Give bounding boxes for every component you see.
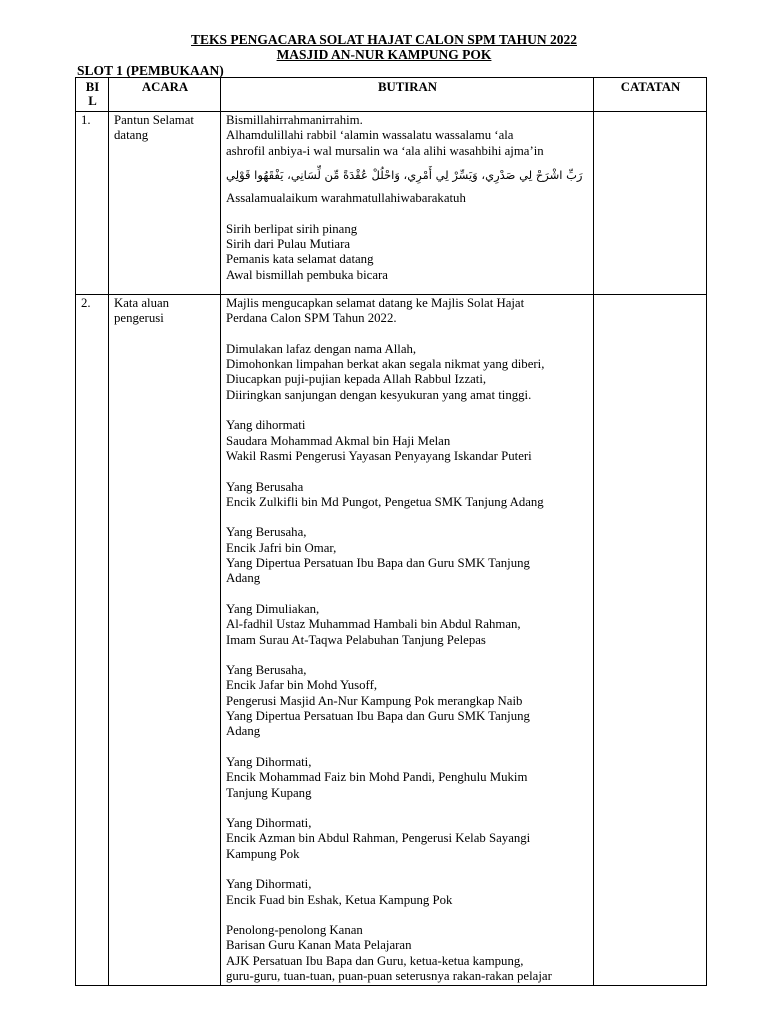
table-row bbox=[76, 112, 707, 295]
header-bil: BI L bbox=[76, 78, 109, 112]
spacer bbox=[226, 206, 589, 221]
header-catatan: CATATAN bbox=[594, 78, 707, 112]
butiran-line: Yang Dihormati, bbox=[226, 877, 312, 892]
spacer bbox=[226, 908, 589, 923]
butiran-line: Adang bbox=[226, 571, 261, 586]
butiran-line: Yang Dimuliakan, bbox=[226, 601, 320, 616]
spacer bbox=[226, 327, 589, 342]
butiran-line: Barisan Guru Kanan Mata Pelajaran bbox=[226, 938, 412, 953]
cell-acara: Pantun Selamat datang bbox=[109, 112, 221, 295]
spacer bbox=[226, 862, 589, 877]
spacer bbox=[226, 510, 589, 525]
program-table bbox=[75, 77, 707, 986]
butiran-line: Imam Surau At-Taqwa Pelabuhan Tanjung Pelepas bbox=[226, 632, 486, 647]
spacer bbox=[226, 801, 589, 816]
butiran-line: Pemanis kata selamat datang bbox=[226, 252, 374, 267]
butiran-line: Yang Berusaha, bbox=[226, 525, 307, 540]
butiran-line: Encik Jafri bin Omar, bbox=[226, 540, 337, 555]
slot-heading: SLOT 1 (PEMBUKAAN) bbox=[77, 63, 224, 78]
butiran-line: Saudara Mohammad Akmal bin Haji Melan bbox=[226, 433, 451, 448]
header-acara: ACARA bbox=[109, 78, 221, 112]
document-subtitle: MASJID AN-NUR KAMPUNG POK bbox=[276, 47, 492, 62]
butiran-line: Yang Berusaha bbox=[226, 479, 304, 494]
butiran-line: AJK Persatuan Ibu Bapa dan Guru, ketua-ketua kampung, bbox=[226, 953, 524, 968]
butiran-line: ashrofil anbiya-i wal mursalin wa ‘ala alihi wasahbihi ajma’in bbox=[226, 143, 544, 158]
butiran-line: Yang Berusaha, bbox=[226, 663, 307, 678]
butiran-line: Penolong-penolong Kanan bbox=[226, 923, 363, 938]
butiran-line: Sirih berlipat sirih pinang bbox=[226, 221, 358, 236]
butiran-line: Encik Azman bin Abdul Rahman, Pengerusi Kelab Sayangi bbox=[226, 831, 531, 846]
cell-catatan bbox=[594, 295, 707, 986]
butiran-line: guru-guru, tuan-tuan, puan-puan seterusnya rakan-rakan pelajar bbox=[226, 969, 552, 984]
butiran-line: Diiringkan sanjungan dengan kesyukuran yang amat tinggi. bbox=[226, 387, 532, 402]
arabic-doa: رَبِّ اشْرَحْ لِي صَدْرِي، وَيَسِّرْ لِي أَمْرِي، وَاحْلُلْ عُقْدَةً مِّن لِّسَانِي، يَفْقَهُوا قَوْلِي bbox=[226, 167, 583, 182]
cell-bil: 1. bbox=[76, 112, 109, 295]
butiran-line: Assalamualaikum warahmatullahiwabarakatuh bbox=[226, 191, 466, 206]
spacer bbox=[226, 740, 589, 755]
butiran-line: Al-fadhil Ustaz Muhammad Hambali bin Abdul Rahman, bbox=[226, 617, 521, 632]
butiran-line: Majlis mengucapkan selamat datang ke Majlis Solat Hajat bbox=[226, 296, 525, 310]
butiran-line: Dimulakan lafaz dengan nama Allah, bbox=[226, 341, 417, 356]
butiran-line: Dimohonkan limpahan berkat akan segala nikmat yang diberi, bbox=[226, 357, 545, 372]
butiran-line: Pengerusi Masjid An-Nur Kampung Pok merangkap Naib bbox=[226, 693, 523, 708]
butiran-line: Adang bbox=[226, 724, 261, 739]
butiran-line: Encik Mohammad Faiz bin Mohd Pandi, Penghulu Mukim bbox=[226, 770, 528, 785]
table-header-row bbox=[76, 78, 707, 112]
butiran-line: Alhamdulillahi rabbil ‘alamin wassalatu wassalamu ‘ala bbox=[226, 128, 514, 143]
cell-bil: 2. bbox=[76, 295, 109, 986]
butiran-line: Yang Dihormati, bbox=[226, 816, 312, 831]
butiran-line: Yang Dipertua Persatuan Ibu Bapa dan Guru SMK Tanjung bbox=[226, 709, 530, 724]
cell-butiran bbox=[221, 295, 594, 986]
table-row bbox=[76, 295, 707, 986]
butiran-line: Sirih dari Pulau Mutiara bbox=[226, 237, 351, 252]
document-title: TEKS PENGACARA SOLAT HAJAT CALON SPM TAHUN 2022 bbox=[191, 32, 577, 47]
butiran-line: Yang Dipertua Persatuan Ibu Bapa dan Guru SMK Tanjung bbox=[226, 556, 530, 571]
butiran-line: Diucapkan puji-pujian kepada Allah Rabbul Izzati, bbox=[226, 372, 487, 387]
butiran-line: Encik Jafar bin Mohd Yusoff, bbox=[226, 678, 378, 693]
spacer bbox=[226, 648, 589, 663]
butiran-line: Tanjung Kupang bbox=[226, 785, 312, 800]
butiran-line: Bismillahirrahmanirrahim. bbox=[226, 113, 363, 127]
butiran-line: Awal bismillah pembuka bicara bbox=[226, 267, 388, 282]
butiran-line: Perdana Calon SPM Tahun 2022. bbox=[226, 311, 397, 326]
spacer bbox=[226, 403, 589, 418]
butiran-line: Encik Fuad bin Eshak, Ketua Kampung Pok bbox=[226, 892, 453, 907]
butiran-line: Kampung Pok bbox=[226, 846, 300, 861]
butiran-line: Wakil Rasmi Pengerusi Yayasan Penyayang Iskandar Puteri bbox=[226, 448, 532, 463]
butiran-line: Yang dihormati bbox=[226, 418, 306, 433]
cell-acara: Kata aluan pengerusi bbox=[109, 295, 221, 986]
butiran-line: Encik Zulkifli bin Md Pungot, Pengetua SMK Tanjung Adang bbox=[226, 494, 544, 509]
butiran-line: Yang Dihormati, bbox=[226, 754, 312, 769]
cell-butiran bbox=[221, 112, 594, 295]
spacer bbox=[226, 464, 589, 479]
cell-catatan bbox=[594, 112, 707, 295]
spacer bbox=[226, 587, 589, 602]
header-butiran: BUTIRAN bbox=[221, 78, 594, 112]
